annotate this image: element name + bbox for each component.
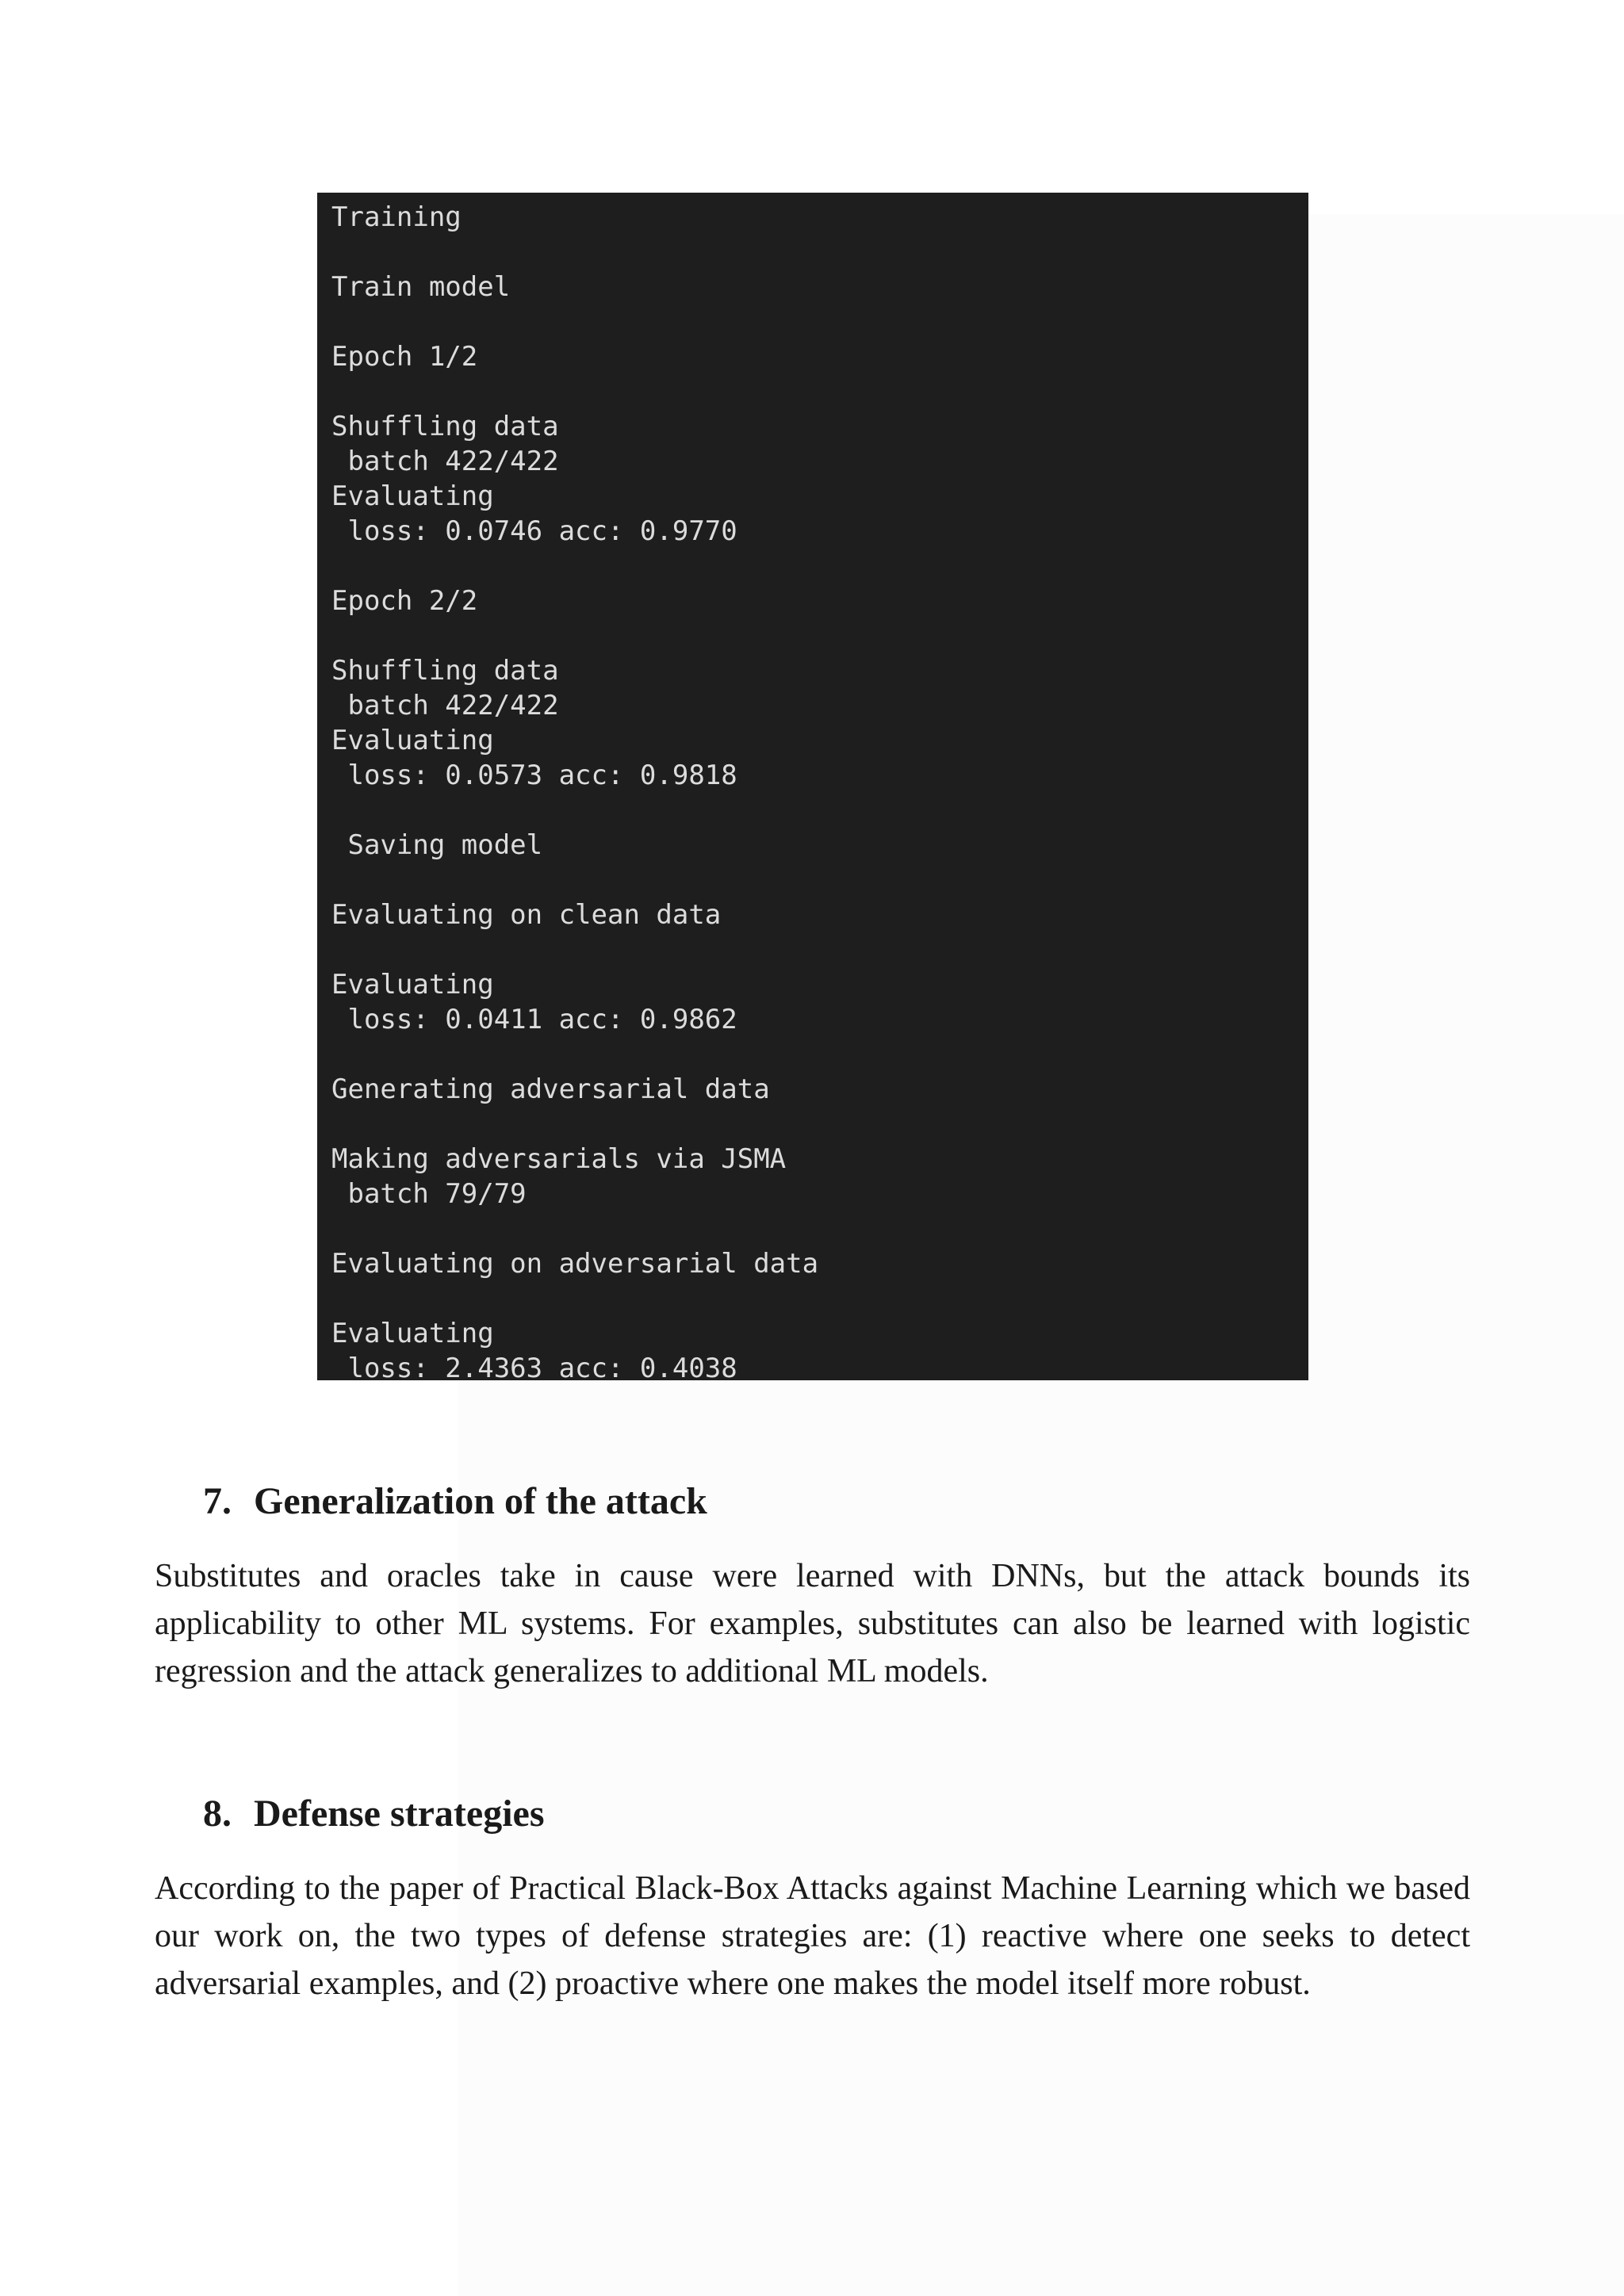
terminal-line: [331, 1211, 1308, 1246]
terminal-line: Epoch 1/2: [331, 341, 478, 373]
terminal-line: loss: 0.0411 acc: 0.9862: [331, 1004, 737, 1035]
terminal-line: Training: [331, 201, 462, 233]
section-heading-generalization: [203, 1478, 707, 1525]
terminal-line: loss: 0.0746 acc: 0.9770: [331, 515, 737, 547]
terminal-line: [331, 304, 1308, 339]
terminal-line: [331, 1281, 1308, 1316]
terminal-line: [331, 618, 1308, 653]
terminal-line: Train model: [331, 271, 511, 303]
section-title: Defense strategies: [254, 1793, 545, 1835]
terminal-line: Epoch 2/2: [331, 585, 478, 617]
terminal-line: Evaluating on clean data: [331, 899, 722, 931]
terminal-line: Evaluating on adversarial data: [331, 1248, 819, 1280]
terminal-line: [331, 549, 1308, 584]
terminal-line: loss: 0.0573 acc: 0.9818: [331, 760, 737, 791]
terminal-line: Saving model: [331, 829, 543, 861]
terminal-line: [331, 932, 1308, 967]
terminal-line: batch 422/422: [331, 446, 559, 477]
terminal-line: [331, 1037, 1308, 1072]
terminal-line: Evaluating: [331, 725, 494, 756]
section-heading-defense-strategies: [203, 1790, 545, 1838]
terminal-line: [331, 235, 1308, 270]
section-paragraph-defense-strategies: According to the paper of Practical Black-Box Attacks against Machine Learning which we based our work on, the two types of defense strategies are: (1) reactive where one seeks to detect adversarial examples, and (2) proactive where one makes the model itself more robust.: [155, 1870, 1470, 2002]
section-paragraph-generalization: Substitutes and oracles take in cause were learned with DNNs, but the attack bounds its applicability to other ML systems. For examples, substitutes can also be learned with logistic regression and the attack generalizes to additional ML models.: [155, 1558, 1470, 1689]
terminal-line: Shuffling data: [331, 655, 559, 687]
terminal-line: Evaluating: [331, 1318, 494, 1349]
terminal-line: Shuffling data: [331, 411, 559, 442]
terminal-line: [331, 1107, 1308, 1142]
terminal-line: [331, 793, 1308, 828]
section-number: 7.: [203, 1480, 232, 1522]
terminal-line: Making adversarials via JSMA: [331, 1143, 787, 1175]
terminal-line: batch 422/422: [331, 690, 559, 721]
terminal-line: batch 79/79: [331, 1178, 527, 1210]
terminal-line: Evaluating: [331, 480, 494, 512]
terminal-line: [331, 374, 1308, 409]
section-number: 8.: [203, 1793, 232, 1835]
terminal-line: loss: 2.4363 acc: 0.4038: [331, 1353, 737, 1380]
section-title: Generalization of the attack: [254, 1480, 707, 1522]
terminal-line: Generating adversarial data: [331, 1073, 770, 1105]
terminal-output-screenshot: [317, 193, 1308, 1380]
terminal-line: Evaluating: [331, 969, 494, 1001]
terminal-line: [331, 863, 1308, 897]
